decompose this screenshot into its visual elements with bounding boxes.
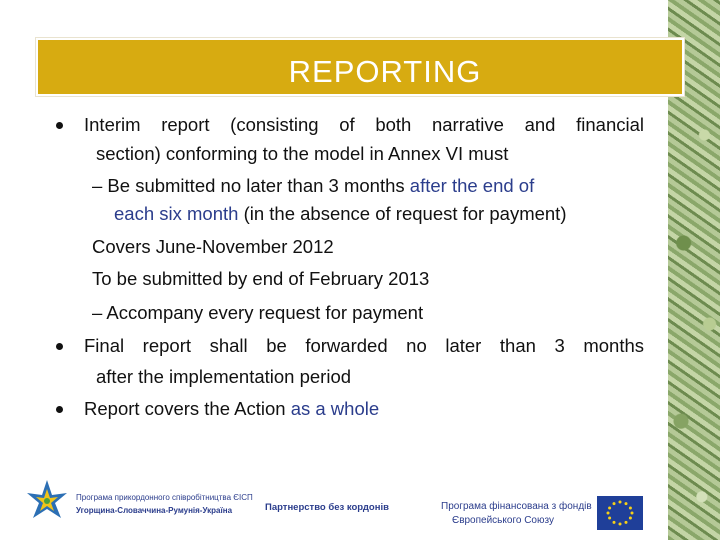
text-line: after the implementation period [96, 366, 352, 387]
text-line: Interim report (consisting of both narrative and financial [84, 114, 644, 135]
text-line [114, 203, 566, 225]
partnership-slogan: Партнерство без кордонів [265, 502, 389, 513]
page-title: REPORTING [288, 54, 482, 89]
program-name-line1: Програма прикордонного співробітництва ЄІСП [76, 493, 253, 502]
program-logo-icon [24, 478, 70, 524]
bullet-icon [56, 343, 63, 350]
text-line: section) conforming to the model in Annex VI must [96, 143, 509, 164]
title-banner [36, 38, 684, 96]
eu-flag-icon [597, 496, 643, 530]
text-line: Covers June-November 2012 [92, 236, 334, 257]
program-name-line2: Угорщина-Словаччина-Румунія-Україна [76, 506, 233, 515]
text-line: Final report shall be forwarded no later than 3 months [84, 335, 644, 356]
text-line: – Accompany every request for payment [92, 302, 424, 323]
text-line [84, 398, 379, 420]
text-segment: – Be submitted no later than 3 months [92, 175, 410, 196]
text-segment: Report covers the Action [84, 398, 291, 419]
highlight-text: each six month [114, 203, 239, 224]
highlight-text: after the end of [409, 175, 535, 196]
bullet-icon [56, 406, 63, 413]
text-line [92, 175, 534, 197]
funding-line2: Європейського Союзу [452, 515, 554, 526]
funding-line1: Програма фінансована з фондів [441, 501, 592, 512]
text-segment: (in the absence of request for payment) [238, 203, 567, 224]
text-line: To be submitted by end of February 2013 [92, 268, 430, 289]
highlight-text: as a whole [290, 398, 380, 419]
bullet-icon [56, 122, 63, 129]
